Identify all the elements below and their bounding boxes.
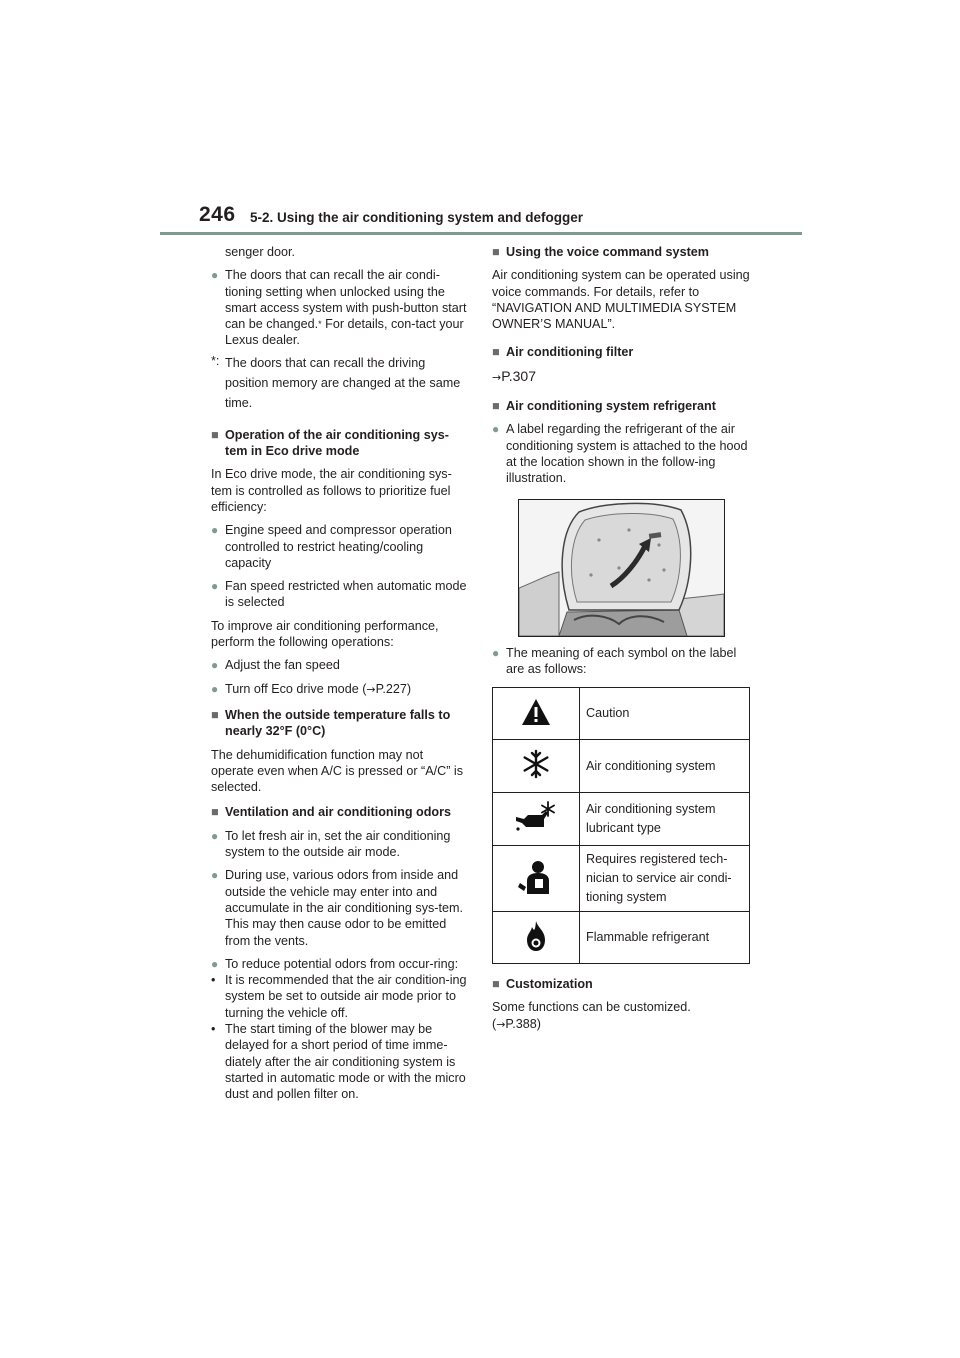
heading-text: Air conditioning filter (506, 345, 634, 360)
list-item (211, 956, 469, 972)
heading-square-icon: ■ (211, 805, 219, 820)
paragraph (492, 999, 754, 1033)
symbol-cell (493, 846, 580, 912)
footnote-ref: * (318, 319, 322, 330)
header-rule (160, 232, 802, 235)
bullet-dot-icon: ● (211, 828, 219, 843)
sub-item-text: It is recommended that the air condition-ing system be set to outside air mode prior to turning the vehicle off. (225, 973, 467, 1020)
symbol-meaning: Flammable refrigerant (580, 912, 750, 964)
bullet-dot-icon: ● (211, 579, 219, 594)
hood-label-illustration (518, 499, 725, 637)
bullet-text: To reduce potential odors from occur-ring: (225, 956, 459, 971)
bullet-text: Engine speed and compressor operation controlled to restrict heating/cooling capacity (225, 523, 452, 570)
symbol-meaning: Air conditioning system lubricant type (580, 793, 750, 846)
sub-bullet-marker: • (211, 973, 216, 988)
page-reference (492, 368, 754, 386)
table-row (493, 740, 750, 793)
arrow-right-icon: → (366, 682, 376, 696)
bullet-dot-icon: ● (211, 868, 219, 883)
sub-list-item (211, 972, 469, 1021)
symbol-table (492, 687, 750, 964)
heading-square-icon: ■ (211, 427, 219, 442)
sub-bullet-marker: • (211, 1021, 216, 1036)
list-item (211, 681, 469, 698)
continued-text: senger door. (225, 245, 296, 259)
bullet-text: Adjust the fan speed (225, 658, 340, 673)
arrow-right-icon: → (492, 370, 502, 384)
sub-item-text: The start timing of the blower may be delayed for a short period of time imme-diately after the air conditioning system is started in automatic mode or with the micro dust and pollen filter on. (225, 1021, 466, 1102)
paragraph-text: Some functions can be customized. (492, 1000, 691, 1015)
footnote-text: The doors that can recall the driving position memory are changed at the same time. (225, 355, 461, 410)
paragraph: To improve air conditioning performance, perform the following operations: (211, 618, 439, 650)
bullet-text: During use, various odors from inside and outside the vehicle may enter into and accumulate in the air conditioning sys-tem. This may then cause odor to be emitted from the vents. (225, 868, 463, 948)
paragraph: Air conditioning system can be operated using voice commands. For details, refer to “NAVIGATION AND MULTIMEDIA SYSTEM OWNER’S MANUAL”. (492, 268, 750, 332)
paragraph: The dehumidification function may not operate even when A/C is pressed or “A/C” is selected. (211, 747, 463, 795)
list-item (211, 828, 469, 861)
bullet-text: A label regarding the refrigerant of the air conditioning system is attached to the hood at the location shown in the follow-ing illustration. (506, 422, 748, 486)
section-heading (211, 804, 469, 820)
oil-can-snowflake-icon (514, 801, 558, 833)
section-heading (492, 976, 754, 992)
right-column (492, 244, 754, 1033)
bullet-dot-icon: ● (211, 956, 219, 971)
open-hood-illustration (519, 500, 724, 636)
page-number: 246 (199, 203, 236, 226)
section-heading (492, 344, 754, 360)
paragraph: In Eco drive mode, the air conditioning sys-tem is controlled as follows to prioritize fuel efficiency: (211, 467, 452, 514)
paren-open: ( (492, 1016, 497, 1031)
technician-icon (518, 859, 554, 895)
section-heading (211, 427, 469, 460)
symbol-meaning: Requires registered tech-nician to service air condi-tioning system (580, 846, 750, 912)
heading-square-icon: ■ (492, 977, 500, 992)
arrow-right-icon: → (496, 1017, 506, 1031)
page-reference-link[interactable]: P.388) (505, 1016, 541, 1031)
bullet-text: To let fresh air in, set the air conditioning system to the outside air mode. (225, 828, 451, 860)
bullet-dot-icon: ● (211, 658, 219, 673)
symbol-cell (493, 912, 580, 964)
bullet-dot-icon: ● (211, 268, 219, 283)
flame-icon (523, 920, 549, 952)
snowflake-icon (521, 749, 551, 779)
heading-text: Ventilation and air conditioning odors (225, 805, 451, 820)
list-item (211, 867, 469, 948)
bullet-text: Fan speed restricted when automatic mode is selected (225, 579, 467, 610)
symbol-meaning: Air conditioning system (580, 740, 750, 793)
symbol-cell (493, 688, 580, 740)
bullet-text: The meaning of each symbol on the label are as follows: (506, 645, 737, 676)
bullet-dot-icon: ● (211, 523, 219, 538)
heading-text: When the outside temperature falls to nearly 32°F (0°C) (225, 707, 451, 739)
section-heading (492, 398, 754, 414)
list-item (211, 657, 469, 673)
heading-text: Operation of the air conditioning sys-tem in Eco drive mode (225, 427, 449, 459)
heading-square-icon: ■ (492, 345, 500, 360)
list-item (492, 421, 754, 486)
symbol-cell (493, 740, 580, 793)
symbol-cell (493, 793, 580, 846)
heading-square-icon: ■ (492, 399, 500, 414)
list-item (492, 645, 754, 678)
footnote (211, 353, 469, 413)
list-item (211, 267, 469, 348)
heading-square-icon: ■ (211, 707, 219, 722)
bullet-dot-icon: ● (211, 681, 219, 696)
list-item (211, 578, 469, 611)
bullet-text: Turn off Eco drive mode ( (225, 681, 367, 696)
page-reference-link[interactable]: P.307 (501, 367, 536, 384)
page-reference-link[interactable]: P.227) (375, 681, 412, 696)
bullet-dot-icon: ● (492, 645, 500, 660)
section-heading (492, 244, 754, 260)
table-row (493, 846, 750, 912)
warning-triangle-icon (521, 698, 551, 726)
section-heading (211, 707, 469, 740)
table-row (493, 793, 750, 846)
table-row (493, 688, 750, 740)
bullet-text: For details, con-tact your Lexus dealer. (225, 317, 464, 348)
footnote-marker: *: (211, 353, 220, 368)
left-column (211, 244, 469, 1102)
list-item (211, 522, 469, 571)
heading-square-icon: ■ (492, 245, 500, 259)
heading-text: Air conditioning system refrigerant (506, 399, 716, 414)
sub-list-item (211, 1021, 469, 1102)
symbol-meaning: Caution (580, 688, 750, 740)
heading-text: Using the voice command system (506, 245, 709, 259)
bullet-text: The doors that can recall the air condi-tioning setting when unlocked using the smart access system with push-button start can be changed. (225, 268, 467, 332)
bullet-dot-icon: ● (492, 422, 500, 437)
heading-text: Customization (506, 977, 593, 992)
section-title: 5-2. Using the air conditioning system and defogger (250, 210, 584, 225)
table-row (493, 912, 750, 964)
